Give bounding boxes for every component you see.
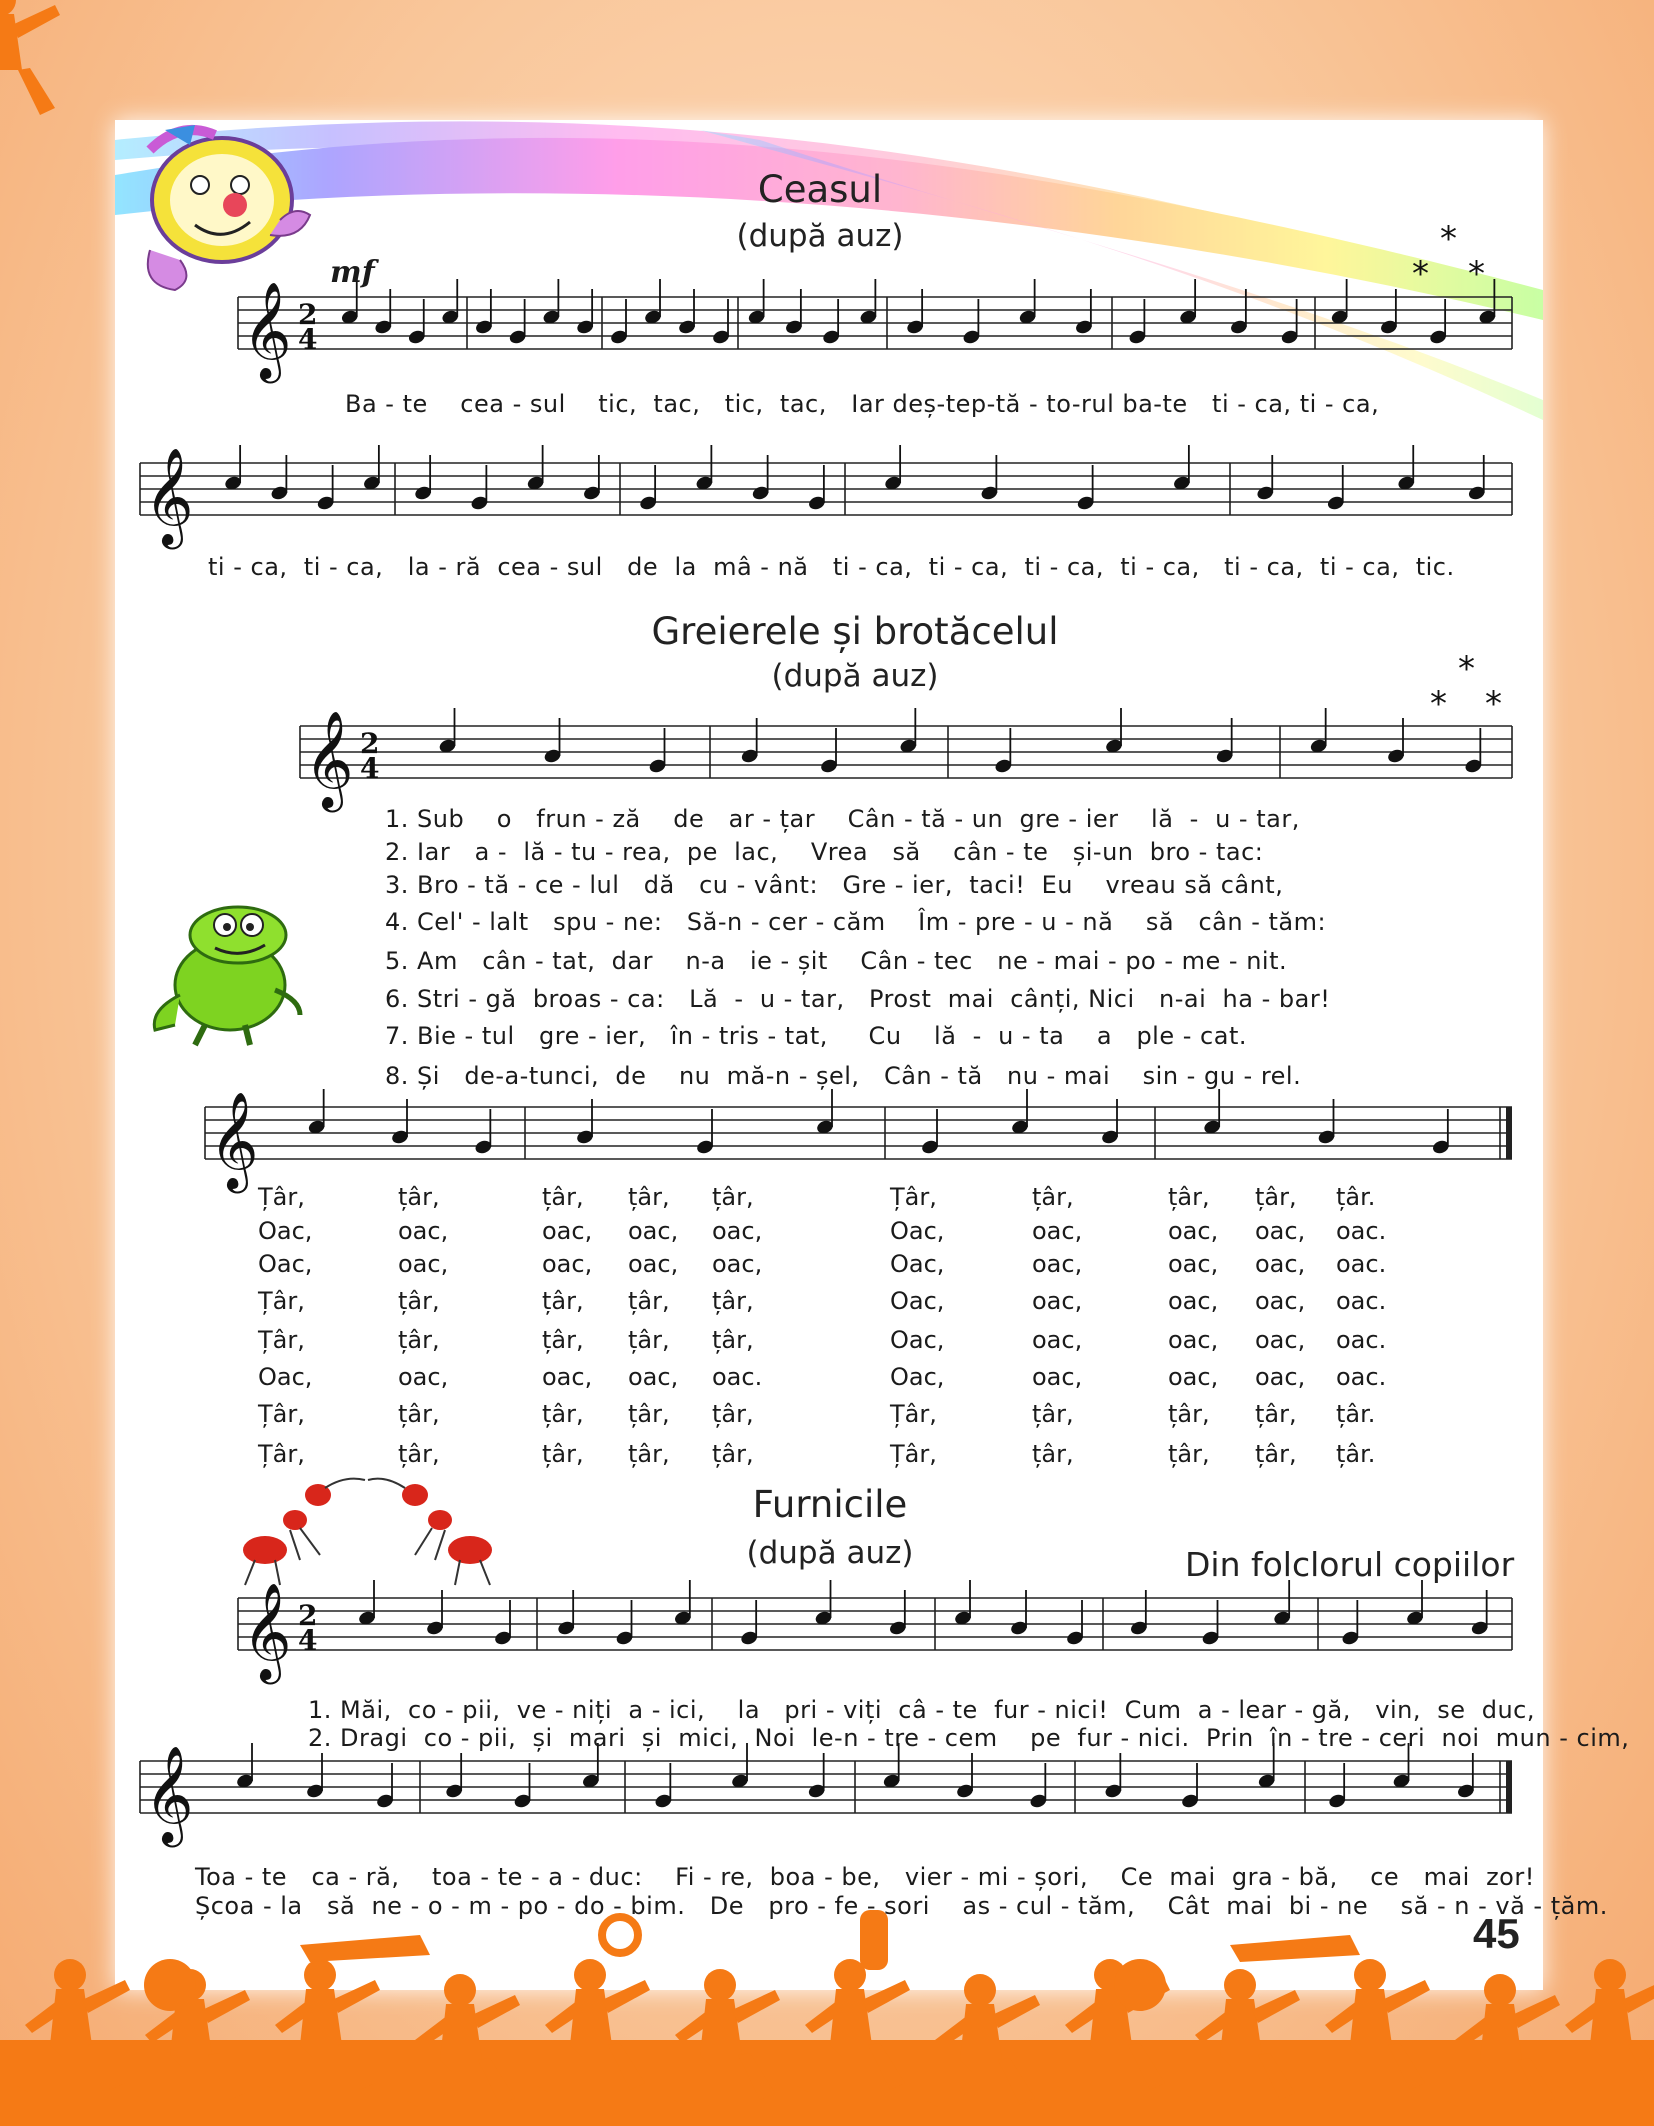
page-number: 45: [1473, 1910, 1520, 1957]
chorus-word: țâr,: [1168, 1183, 1210, 1211]
song3-title: Furnicile: [752, 1483, 908, 1526]
song3-subtitle: (după auz): [746, 1535, 914, 1571]
chorus-word: țâr,: [1255, 1400, 1297, 1428]
song2-verse-5: 5. Am cân - tat, dar n-a ie - șit Cân - tec ne - mai - po - me - nit.: [385, 947, 1288, 975]
svg-text:4: 4: [360, 752, 380, 785]
chorus-word: țâr.: [1336, 1400, 1376, 1428]
chorus-word: oac.: [1336, 1287, 1387, 1315]
song2-subtitle: (după auz): [771, 658, 939, 694]
chorus-word: țâr,: [398, 1326, 440, 1354]
song3-attribution: Din folclorul copiilor: [1185, 1545, 1515, 1584]
chorus-word: oac,: [1168, 1217, 1219, 1245]
chorus-word: oac,: [1168, 1363, 1219, 1391]
chorus-word: Oac,: [890, 1287, 945, 1315]
chorus-word: oac.: [1336, 1363, 1387, 1391]
chorus-word: Țâr,: [890, 1183, 937, 1211]
chorus-word: țâr,: [398, 1440, 440, 1468]
chorus-word: Oac,: [258, 1363, 313, 1391]
chorus-word: oac,: [1032, 1217, 1083, 1245]
svg-text:𝄞: 𝄞: [304, 710, 354, 808]
chorus-word: oac,: [1032, 1250, 1083, 1278]
dynamic-marking: mf: [330, 255, 375, 290]
chorus-word: țâr,: [1032, 1183, 1074, 1211]
song2-verse-1: 1. Sub o frun - ză de ar - țar Cân - tă - un gre - ier lă - u - tar,: [385, 805, 1300, 833]
svg-text:*: *: [1440, 219, 1457, 259]
chorus-word: oac,: [1255, 1326, 1306, 1354]
svg-text:4: 4: [298, 1624, 318, 1657]
chorus-word: țâr,: [712, 1287, 754, 1315]
chorus-word: Oac,: [890, 1363, 945, 1391]
chorus-word: țâr,: [1032, 1440, 1074, 1468]
chorus-word: țâr,: [542, 1326, 584, 1354]
chorus-word: Țâr,: [258, 1183, 305, 1211]
chorus-word: Țâr,: [258, 1440, 305, 1468]
chorus-word: țâr,: [628, 1400, 670, 1428]
chorus-word: oac,: [542, 1363, 593, 1391]
song2-title: Greierele și brotăcelul: [651, 610, 1059, 653]
chorus-word: oac,: [398, 1217, 449, 1245]
chorus-word: țâr,: [628, 1326, 670, 1354]
chorus-word: țâr,: [1168, 1440, 1210, 1468]
song3-verse2-line1: 2. Dragi co - pii, și mari și mici, Noi le-n - tre - cem pe fur - nici. Prin în - tre - ceri noi mun - cim,: [308, 1724, 1630, 1752]
svg-text:𝄞: 𝄞: [209, 1091, 259, 1189]
svg-text:*: *: [1412, 254, 1429, 294]
chorus-word: oac,: [1255, 1363, 1306, 1391]
chorus-word: țâr,: [542, 1183, 584, 1211]
chorus-word: Oac,: [258, 1217, 313, 1245]
chorus-word: oac,: [1032, 1326, 1083, 1354]
chorus-word: țâr,: [542, 1287, 584, 1315]
chorus-word: Oac,: [890, 1250, 945, 1278]
chorus-word: țâr,: [1255, 1183, 1297, 1211]
chorus-word: oac,: [398, 1250, 449, 1278]
chorus-word: oac,: [542, 1250, 593, 1278]
song3-verse1-line1: 1. Măi, co - pii, ve - niți a - ici, la pri - viți câ - te fur - nici! Cum a - lear - gă, vin, se duc,: [308, 1696, 1536, 1724]
chorus-word: oac,: [628, 1363, 679, 1391]
chorus-word: țâr,: [542, 1440, 584, 1468]
svg-text:𝄞: 𝄞: [144, 1745, 194, 1843]
song2-verse-4: 4. Cel' - lalt spu - ne: Să-n - cer - căm Îm - pre - u - nă să cân - tăm:: [385, 908, 1327, 936]
song1-lyrics-line1: Ba - te cea - sul tic, tac, tic, tac, Iar deș-tep-tă - to-rul ba-te ti - ca, ti - ca,: [345, 390, 1380, 418]
chorus-word: țâr,: [1168, 1400, 1210, 1428]
chorus-word: oac,: [628, 1217, 679, 1245]
chorus-word: oac,: [1255, 1217, 1306, 1245]
ants-illustration: [243, 1479, 492, 1585]
chorus-word: oac,: [542, 1217, 593, 1245]
chorus-word: oac.: [712, 1363, 763, 1391]
chorus-word: Oac,: [890, 1217, 945, 1245]
svg-text:2: 2: [360, 727, 380, 760]
chorus-word: Țâr,: [258, 1400, 305, 1428]
chorus-word: oac,: [1032, 1287, 1083, 1315]
svg-text:𝄞: 𝄞: [144, 447, 194, 545]
svg-text:*: *: [1458, 649, 1475, 689]
chorus-word: țâr,: [398, 1183, 440, 1211]
frog-illustration: [154, 907, 300, 1045]
chorus-word: țâr,: [398, 1400, 440, 1428]
chorus-word: oac,: [1255, 1287, 1306, 1315]
chorus-word: Țâr,: [258, 1287, 305, 1315]
svg-text:2: 2: [298, 298, 318, 331]
chorus-word: oac,: [398, 1363, 449, 1391]
svg-text:4: 4: [298, 323, 318, 356]
chorus-word: țâr.: [1336, 1440, 1376, 1468]
chorus-word: Țâr,: [890, 1400, 937, 1428]
chorus-word: țâr,: [628, 1183, 670, 1211]
chorus-word: oac,: [712, 1217, 763, 1245]
svg-text:*: *: [1485, 684, 1502, 724]
chorus-word: oac,: [1032, 1363, 1083, 1391]
chorus-word: oac,: [712, 1250, 763, 1278]
chorus-word: Oac,: [258, 1250, 313, 1278]
svg-text:*: *: [1468, 254, 1485, 294]
chorus-word: țâr,: [398, 1287, 440, 1315]
song1-lyrics-line2: ti - ca, ti - ca, la - ră cea - sul de la mâ - nă ti - ca, ti - ca, ti - ca, ti - ca, ti - ca, ti - ca, tic.: [208, 553, 1455, 581]
svg-text:𝄞: 𝄞: [242, 1582, 292, 1680]
chorus-word: țâr.: [1336, 1183, 1376, 1211]
chorus-word: oac,: [1168, 1250, 1219, 1278]
chorus-word: oac,: [1255, 1250, 1306, 1278]
chorus-word: țâr,: [542, 1400, 584, 1428]
svg-text:*: *: [1430, 684, 1447, 724]
chorus-word: oac.: [1336, 1250, 1387, 1278]
chorus-word: Țâr,: [890, 1440, 937, 1468]
chorus-word: țâr,: [628, 1287, 670, 1315]
svg-text:2: 2: [298, 1599, 318, 1632]
song2-verse-3: 3. Bro - tă - ce - lul dă cu - vânt: Gre - ier, taci! Eu vreau să cânt,: [385, 871, 1284, 899]
chorus-word: oac,: [628, 1250, 679, 1278]
song1-title: Ceasul: [757, 168, 883, 211]
chorus-word: oac.: [1336, 1326, 1387, 1354]
song3-verse1-line2: Toa - te ca - ră, toa - te - a - duc: Fi - re, boa - be, vier - mi - șori, Ce mai gra - bă, ce mai zor!: [195, 1863, 1535, 1891]
chorus-word: țâr,: [1255, 1440, 1297, 1468]
chorus-word: oac,: [1168, 1326, 1219, 1354]
chorus-word: țâr,: [712, 1183, 754, 1211]
song2-verse-8: 8. Și de-a-tunci, de nu mă-n - șel, Cân - tă nu - mai sin - gu - rel.: [385, 1062, 1302, 1090]
song1-subtitle: (după auz): [736, 218, 904, 254]
chorus-word: țâr,: [1032, 1400, 1074, 1428]
chorus-word: oac.: [1336, 1217, 1387, 1245]
chorus-word: țâr,: [712, 1440, 754, 1468]
chorus-word: oac,: [1168, 1287, 1219, 1315]
song2-verse-7: 7. Bie - tul gre - ier, în - tris - tat, Cu lă - u - ta a ple - cat.: [385, 1022, 1247, 1050]
song2-verse-6: 6. Stri - gă broas - ca: Lă - u - tar, Prost mai cânți, Nici n-ai ha - bar!: [385, 985, 1331, 1013]
chorus-word: țâr,: [628, 1440, 670, 1468]
song3-verse2-line2: Școa - la să ne - o - m - po - do - bim. De pro - fe - sori as - cul - tăm, Cât mai bi - ne să - n - vă - țăm.: [195, 1892, 1608, 1920]
chorus-word: Țâr,: [258, 1326, 305, 1354]
chorus-word: Oac,: [890, 1326, 945, 1354]
svg-text:𝄞: 𝄞: [242, 281, 292, 379]
chorus-word: țâr,: [712, 1400, 754, 1428]
chorus-word: țâr,: [712, 1326, 754, 1354]
song2-verse-2: 2. Iar a - lă - tu - rea, pe lac, Vrea să cân - te și-un bro - tac:: [385, 838, 1264, 866]
